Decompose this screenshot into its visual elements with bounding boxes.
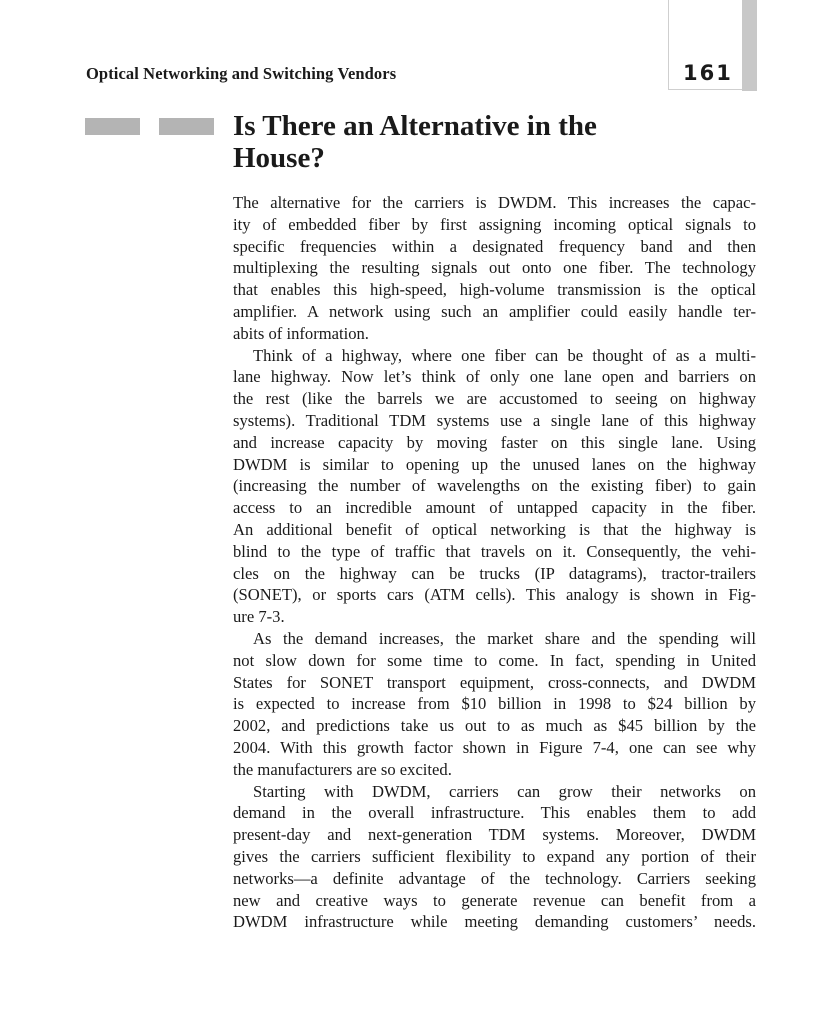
body-line: amplifier. A network using such an amplifier could easily handle ter-	[233, 301, 756, 321]
body-line: Starting with DWDM, carriers can grow their networks on	[253, 781, 756, 801]
body-line: 2002, and predictions take us out to as much as $45 billion by the	[233, 716, 756, 736]
body-line: demand in the overall infrastructure. This enables them to add	[233, 803, 756, 823]
body-line: abits of information.	[233, 323, 369, 343]
body-line: not slow down for some time to come. In fact, spending in United	[233, 650, 756, 670]
running-head: Optical Networking and Switching Vendors	[86, 64, 397, 83]
body-line: systems). Traditional TDM systems use a single lane of this highway	[233, 410, 756, 430]
body-line: (SONET), or sports cars (ATM cells). This analogy is shown in Fig-	[233, 585, 756, 605]
body-line: The alternative for the carriers is DWDM. This increases the capac-	[233, 193, 756, 212]
thumb-tab-bar	[742, 0, 757, 91]
body-line: gives the carriers sufficient flexibility to expand any portion of their	[233, 846, 756, 866]
body-line: DWDM infrastructure while meeting demanding customers’ needs.	[233, 912, 756, 932]
body-line: access to an incredible amount of untapped capacity in the fiber.	[233, 498, 756, 518]
body-line: ure 7-3.	[233, 607, 285, 627]
body-line: networks—a definite advantage of the technology. Carriers seeking	[233, 868, 756, 888]
body-text	[233, 192, 756, 933]
body-line: present-day and next-generation TDM systems. Moreover, DWDM	[233, 825, 756, 845]
body-line: and increase capacity by moving faster on this single lane. Using	[233, 432, 756, 452]
body-line: DWDM is similar to opening up the unused lanes on the highway	[233, 454, 756, 474]
section-title-line: House?	[233, 142, 325, 174]
body-line: An additional benefit of optical networking is that the highway is	[233, 519, 756, 539]
section-title	[233, 110, 733, 174]
body-line: States for SONET transport equipment, cross-connects, and DWDM	[233, 672, 756, 692]
heading-marker-bar-left	[85, 118, 140, 135]
body-line: is expected to increase from $10 billion in 1998 to $24 billion by	[233, 694, 756, 714]
body-line: 2004. With this growth factor shown in Figure 7-4, one can see why	[233, 737, 756, 757]
body-line: multiplexing the resulting signals out onto one fiber. The technology	[233, 258, 756, 278]
body-line: ity of embedded fiber by first assigning incoming optical signals to	[233, 214, 756, 234]
body-line: the rest (like the barrels we are accustomed to seeing on highway	[233, 389, 756, 409]
body-line: specific frequencies within a designated frequency band and then	[233, 236, 756, 256]
body-line: blind to the type of traffic that travels on it. Consequently, the vehi-	[233, 541, 756, 561]
page-number: 161	[683, 61, 733, 85]
body-line: (increasing the number of wavelengths on the existing fiber) to gain	[233, 476, 756, 496]
heading-marker-bar-right	[159, 118, 214, 135]
body-line: As the demand increases, the market share and the spending will	[253, 628, 756, 648]
section-title-line: Is There an Alternative in the	[233, 110, 597, 142]
body-line: cles on the highway can be trucks (IP datagrams), tractor-trailers	[233, 563, 756, 583]
body-line: Think of a highway, where one fiber can be thought of as a multi-	[253, 345, 756, 365]
body-line: lane highway. Now let’s think of only one lane open and barriers on	[233, 367, 756, 387]
body-line: the manufacturers are so excited.	[233, 759, 452, 779]
body-line: that enables this high-speed, high-volume transmission is the optical	[233, 280, 756, 300]
body-line: new and creative ways to generate revenue can benefit from a	[233, 890, 756, 910]
